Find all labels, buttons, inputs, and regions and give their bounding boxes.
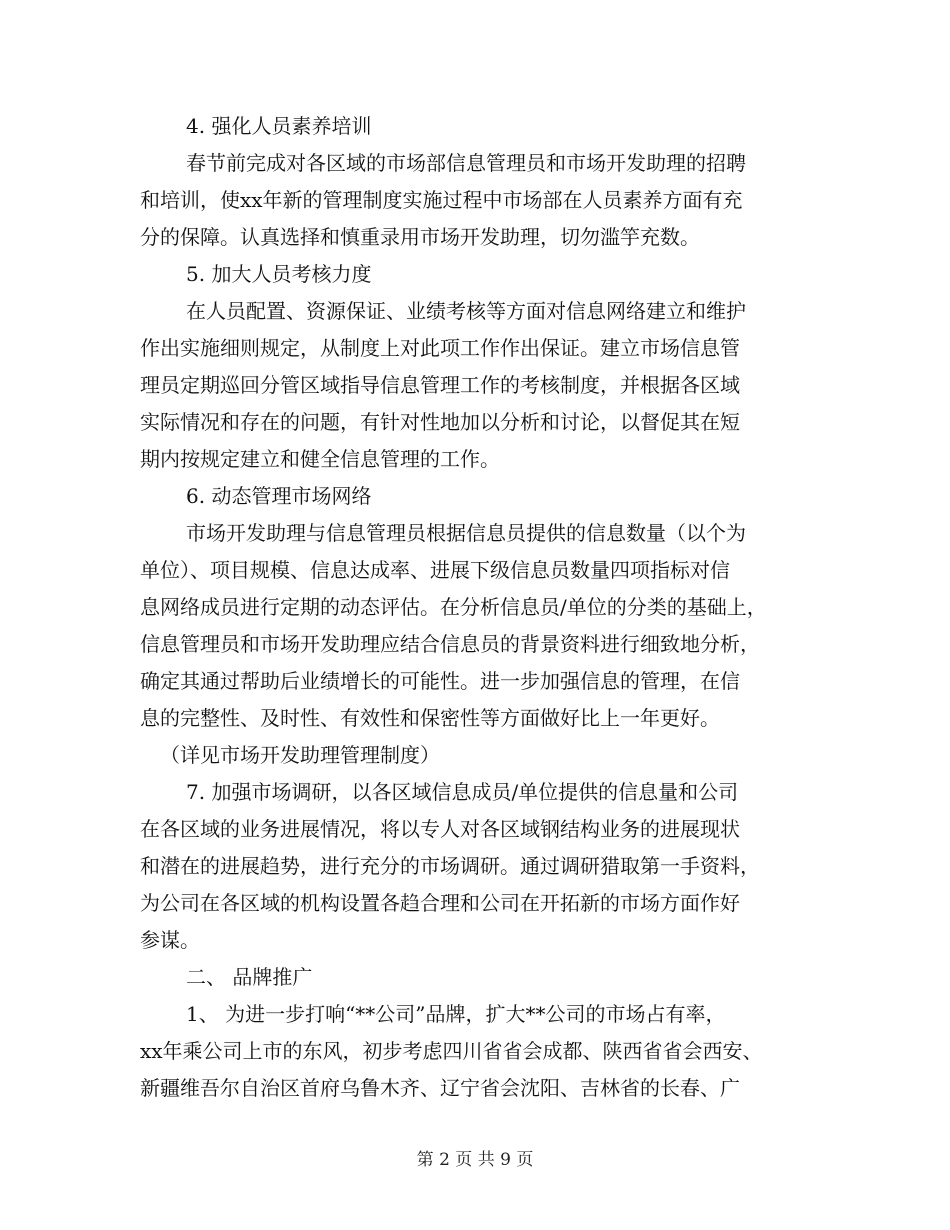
- text-line: 6. 动态管理市场网络: [186, 484, 372, 508]
- text-line: 期内按规定建立和健全信息管理的工作。: [140, 447, 500, 471]
- text-line: 在人员配置、资源保证、业绩考核等方面对信息网络建立和维护: [186, 299, 746, 323]
- text-line: 确定其通过帮助后业绩增长的可能性。进一步加强信息的管理，在信: [140, 669, 740, 693]
- text-line: 二、 品牌推广: [186, 965, 313, 989]
- text-line: 1、 为进一步打响“**公司”品牌，扩大**公司的市场占有率，: [186, 1002, 726, 1026]
- text-line: 息的完整性、及时性、有效性和保密性等方面做好比上一年更好。: [140, 706, 720, 730]
- document-body: [140, 108, 816, 1107]
- text-line: 作出实施细则规定，从制度上对此项工作作出保证。建立市场信息管: [140, 336, 740, 360]
- text-line: 信息管理员和市场开发助理应结合信息员的背景资料进行细致地分析，: [140, 632, 760, 656]
- text-line: 单位）、项目规模、信息达成率、进展下级信息员数量四项指标对信: [140, 558, 730, 582]
- text-line: （详见市场开发助理管理制度）: [160, 743, 440, 767]
- text-line: 5. 加大人员考核力度: [186, 262, 372, 286]
- text-line: 参谋。: [140, 928, 200, 952]
- text-line: 和培训，使xx年新的管理制度实施过程中市场部在人员素养方面有充: [140, 188, 743, 212]
- text-line: 春节前完成对各区域的市场部信息管理员和市场开发助理的招聘: [186, 151, 746, 175]
- text-line: 分的保障。认真选择和慎重录用市场开发助理，切勿滥竽充数。: [140, 225, 700, 249]
- text-line: 7. 加强市场调研，以各区域信息成员/单位提供的信息量和公司: [186, 780, 739, 804]
- text-line: 新疆维吾尔自治区首府乌鲁木齐、辽宁省会沈阳、吉林省的长春、广: [140, 1076, 740, 1100]
- text-line: 为公司在各区域的机构设置各趋合理和公司在开拓新的市场方面作好: [140, 891, 740, 915]
- text-line: 在各区域的业务进展情况，将以专人对各区域钢结构业务的进展现状: [140, 817, 740, 841]
- text-line: 市场开发助理与信息管理员根据信息员提供的信息数量（以个为: [186, 521, 746, 545]
- text-line: xx年乘公司上市的东风，初步考虑四川省省会成都、陕西省省会西安、: [140, 1039, 763, 1063]
- text-line: 理员定期巡回分管区域指导信息管理工作的考核制度，并根据各区域: [140, 373, 740, 397]
- text-line: 和潜在的进展趋势，进行充分的市场调研。通过调研猎取第一手资料，: [140, 854, 760, 878]
- text-line: 实际情况和存在的问题，有针对性地加以分析和讨论，以督促其在短: [140, 410, 740, 434]
- text-line: 息网络成员进行定期的动态评估。在分析信息员/单位的分类的基础上，: [140, 595, 767, 619]
- text-line: 4. 强化人员素养培训: [186, 114, 372, 138]
- page-footer: 第 2 页 共 9 页: [416, 1150, 534, 1170]
